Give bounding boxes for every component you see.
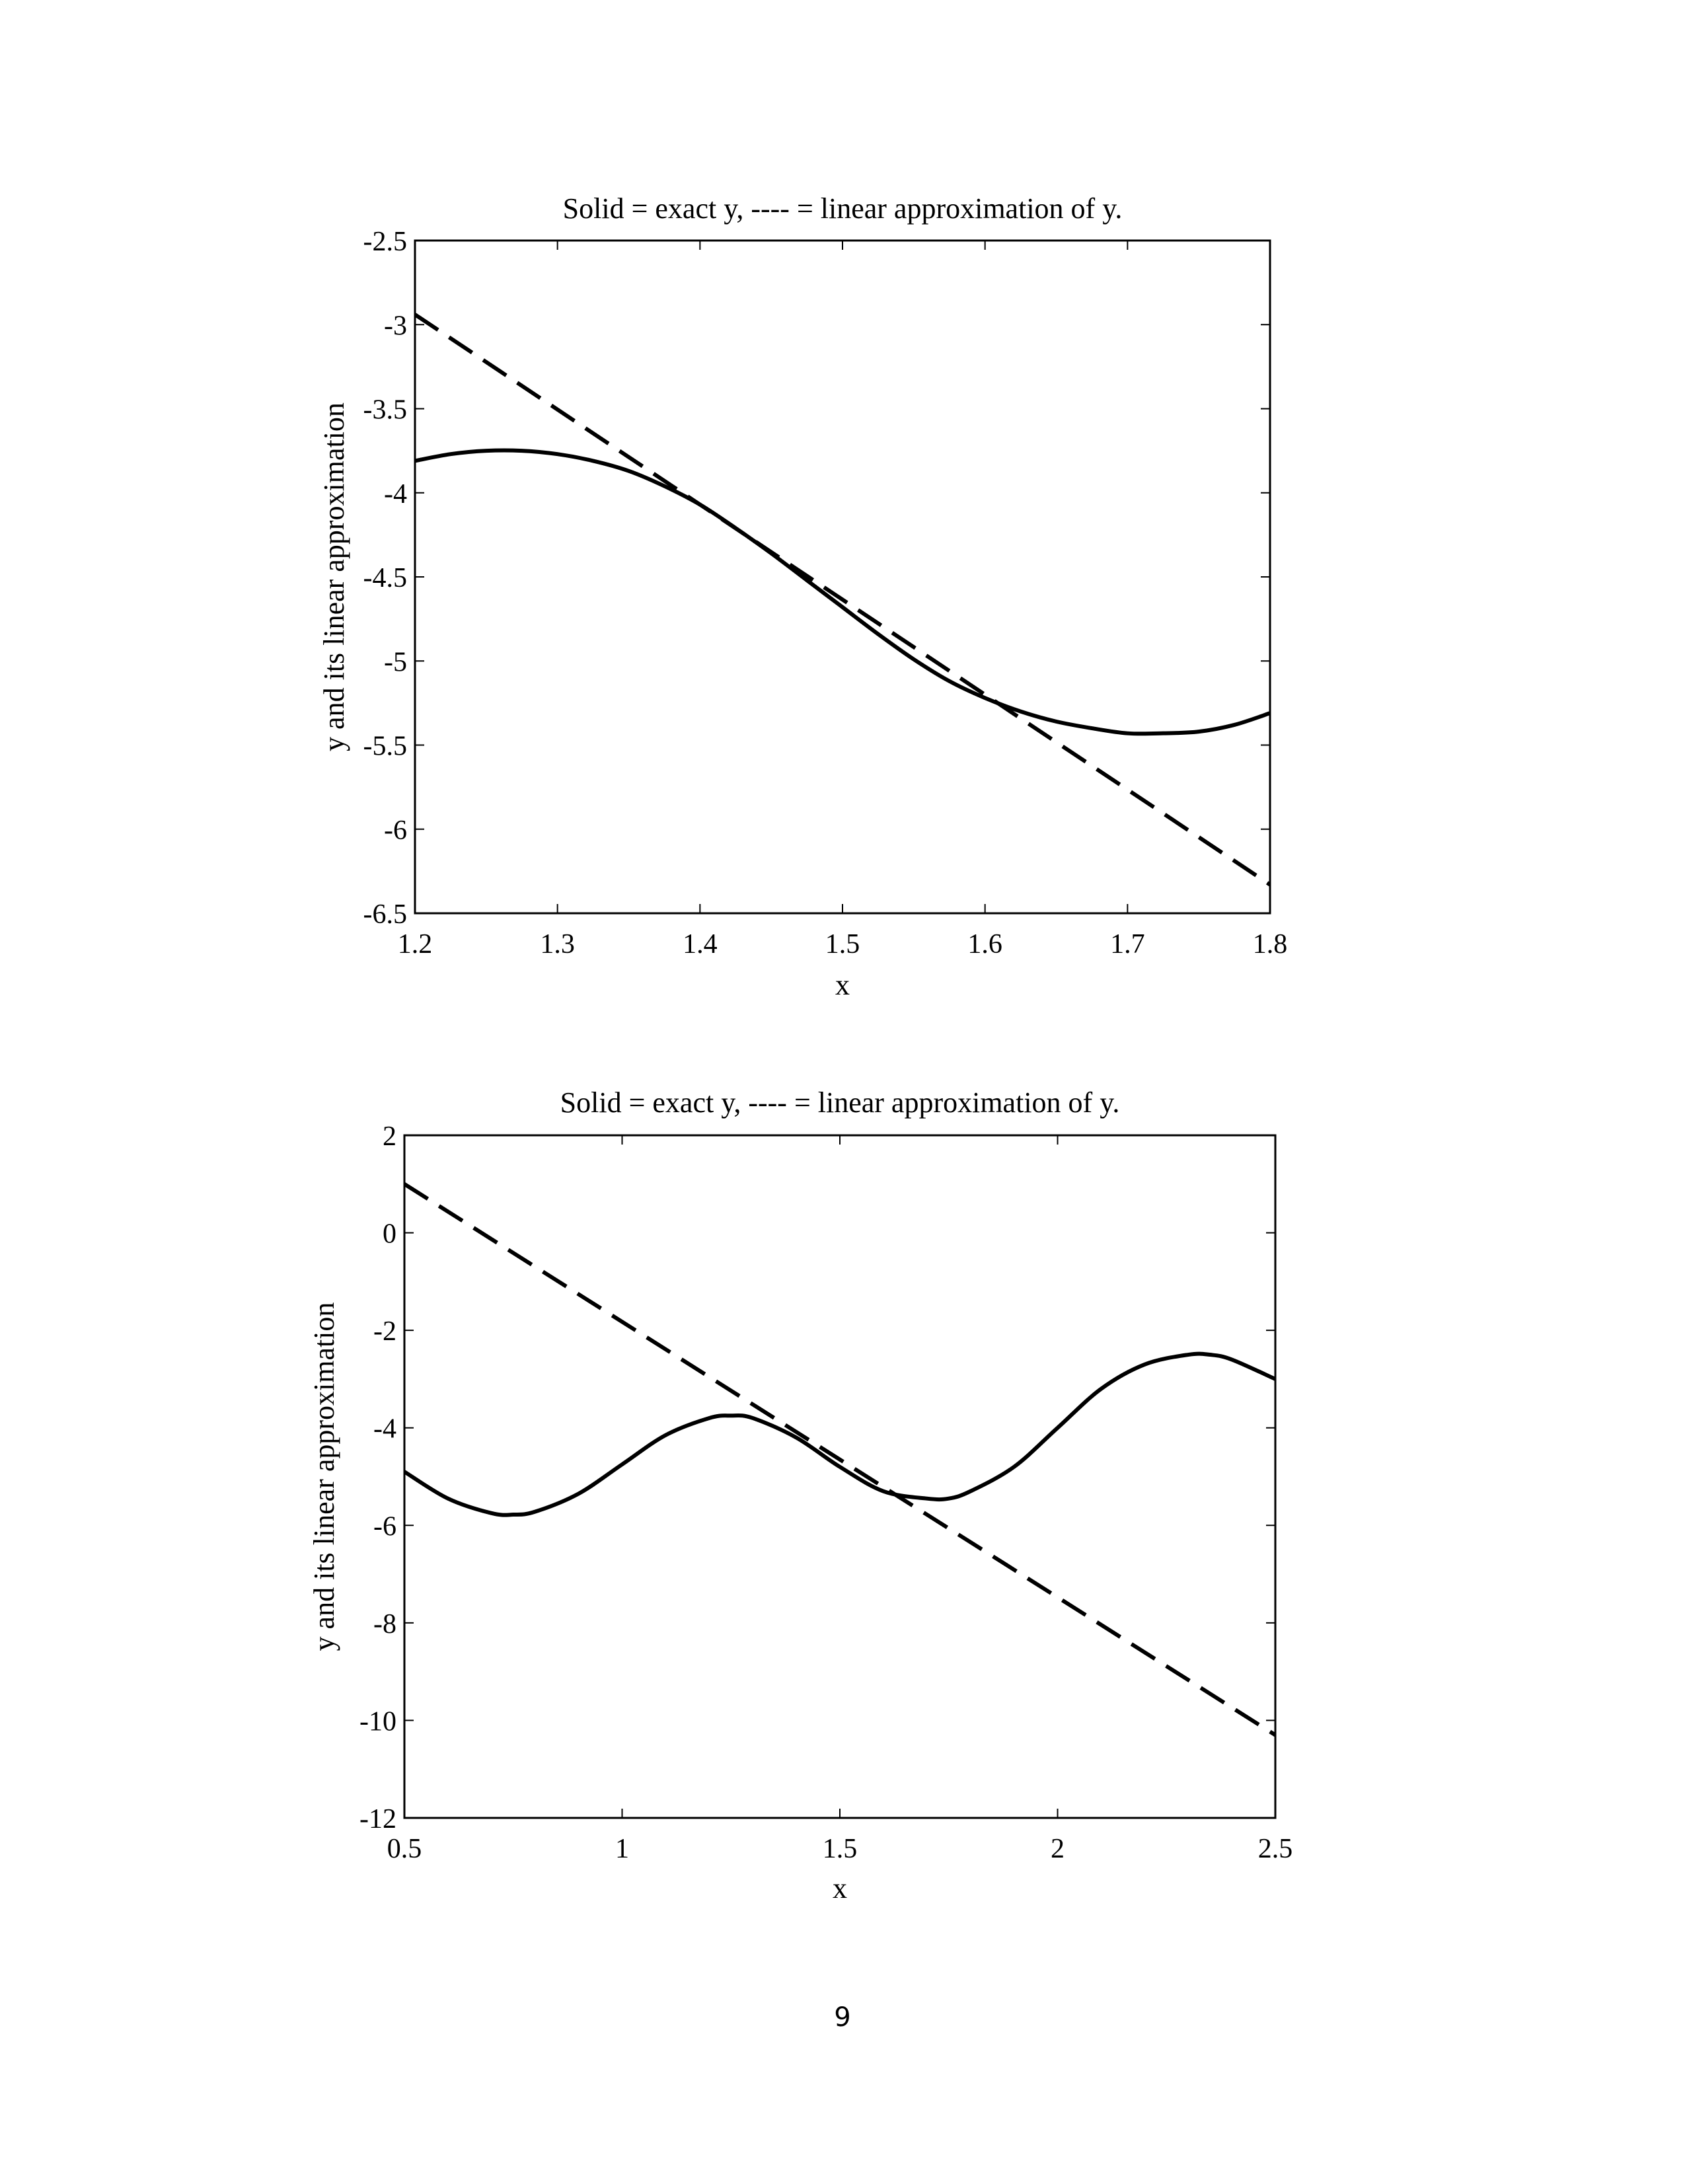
x-tick-label: 1.5	[825, 929, 860, 960]
y-tick-label: -5.5	[363, 731, 407, 762]
y-tick-label: -3	[384, 311, 407, 342]
y-tick-label: -6.5	[363, 899, 407, 930]
x-tick-label: 1.2	[397, 929, 433, 960]
x-tick-label: 2.5	[1257, 1834, 1293, 1864]
y-tick-label: -8	[373, 1608, 396, 1639]
x-tick-label: 1.4	[683, 929, 718, 960]
page-number: 9	[834, 2002, 851, 2033]
x-tick-label: 1.5	[822, 1834, 858, 1864]
y-tick-label: -4.5	[363, 563, 407, 593]
y-tick-label: -4	[384, 478, 407, 509]
y-tick-label: -2.5	[363, 227, 407, 257]
x-tick-label: 1	[615, 1834, 629, 1864]
y-tick-label: -12	[359, 1804, 396, 1834]
x-axis-label: x	[833, 1872, 847, 1904]
y-tick-label: -3.5	[363, 395, 407, 426]
y-tick-label: -6	[384, 815, 407, 846]
x-tick-label: 1.8	[1252, 929, 1288, 960]
y-tick-label: -5	[384, 647, 407, 678]
x-tick-label: 1.7	[1110, 929, 1145, 960]
x-tick-label: 1.6	[967, 929, 1002, 960]
y-tick-label: -4	[373, 1413, 396, 1445]
y-axis-label: y and its linear approximation	[318, 402, 350, 751]
x-axis-label: x	[835, 969, 850, 1001]
x-tick-label: 0.5	[387, 1834, 422, 1864]
chart-title: Solid = exact y, ---- = linear approximation of y.	[560, 1086, 1120, 1119]
y-tick-label: -10	[359, 1706, 396, 1737]
y-axis-label: y and its linear approximation	[308, 1302, 340, 1651]
y-tick-label: -2	[373, 1316, 396, 1347]
y-tick-label: 0	[383, 1219, 396, 1250]
x-tick-label: 1.3	[540, 929, 575, 960]
y-tick-label: 2	[383, 1121, 396, 1152]
x-tick-label: 2	[1051, 1834, 1065, 1864]
y-tick-label: -6	[373, 1511, 396, 1542]
chart-title: Solid = exact y, ---- = linear approximation of y.	[562, 192, 1123, 225]
